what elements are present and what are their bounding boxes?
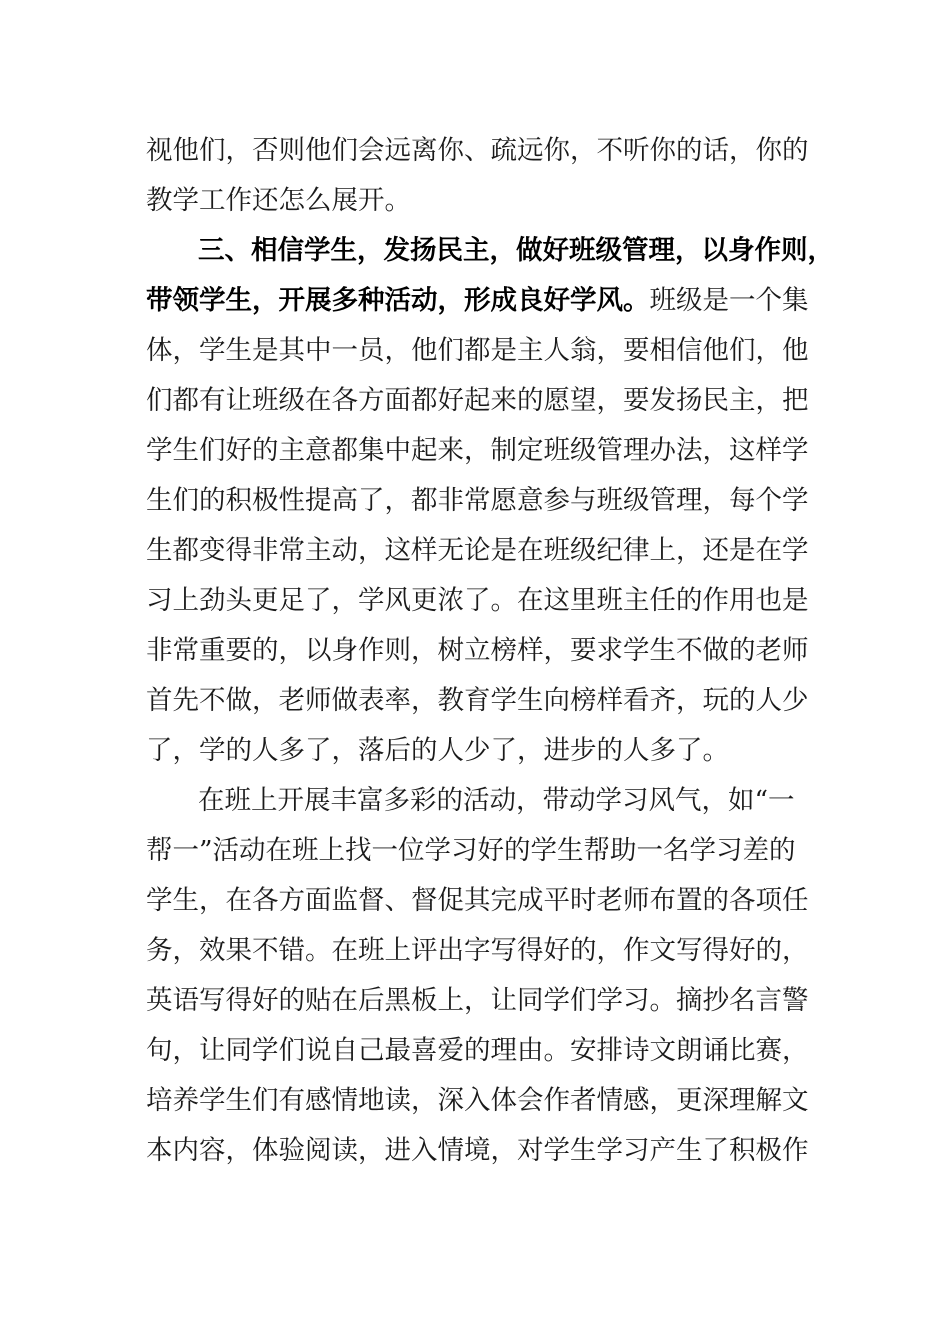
text-line — [146, 576, 826, 626]
text-run: 学生，在各方面监督、督促其完成平时老师布置的各项任 — [146, 885, 809, 916]
text-run: 务，效果不错。在班上评出字写得好的，作文写得好的， — [146, 935, 809, 966]
text-run: 非常重要的，以身作则，树立榜样，要求学生不做的老师 — [146, 635, 809, 666]
text-run: 英语写得好的贴在后黑板上，让同学们学习。摘抄名言警 — [146, 985, 809, 1016]
text-run: 在班上开展丰富多彩的活动，带动学习风气，如“一 — [198, 785, 795, 816]
paragraph-start-line — [198, 776, 878, 826]
text-run: 帮一”活动在班上找一位学习好的学生帮助一名学习差的 — [146, 835, 796, 866]
text-line — [146, 276, 826, 326]
text-run: 了，学的人多了，落后的人少了，进步的人多了。 — [146, 735, 729, 766]
text-line — [146, 126, 826, 176]
text-line — [146, 1076, 826, 1126]
text-run: 培养学生们有感情地读，深入体会作者情感，更深理解文 — [146, 1085, 809, 1116]
text-run: 句，让同学们说自己最喜爱的理由。安排诗文朗诵比赛， — [146, 1035, 809, 1066]
text-run: 生都变得非常主动，这样无论是在班级纪律上，还是在学 — [146, 535, 809, 566]
text-line — [146, 876, 826, 926]
text-line — [146, 176, 826, 226]
text-run: 视他们，否则他们会远离你、疏远你，不听你的话，你的 — [146, 135, 809, 166]
section-heading-text: 三、相信学生，发扬民主，做好班级管理，以身作则， — [198, 235, 834, 266]
text-run: 们都有让班级在各方面都好起来的愿望，要发扬民主，把 — [146, 385, 809, 416]
text-line — [146, 676, 826, 726]
text-run: 体，学生是其中一员，他们都是主人翁，要相信他们，他 — [146, 335, 809, 366]
text-line — [146, 926, 826, 976]
text-line — [146, 1026, 826, 1076]
text-run: 学生们好的主意都集中起来，制定班级管理办法，这样学 — [146, 435, 809, 466]
text-line — [146, 626, 826, 676]
text-line — [146, 526, 826, 576]
text-line — [146, 826, 826, 876]
text-run: 习上劲头更足了，学风更浓了。在这里班主任的作用也是 — [146, 585, 809, 616]
text-line — [146, 326, 826, 376]
text-line — [146, 1126, 826, 1176]
text-run: 教学工作还怎么展开。 — [146, 185, 411, 216]
text-run: 本内容，体验阅读，进入情境，对学生学习产生了积极作 — [146, 1135, 809, 1166]
text-run: 班级是一个集 — [649, 285, 809, 316]
text-line — [146, 976, 826, 1026]
text-line — [146, 376, 826, 426]
text-line — [146, 476, 826, 526]
text-run: 首先不做，老师做表率，教育学生向榜样看齐，玩的人少 — [146, 685, 809, 716]
section-heading-text: 带领学生，开展多种活动，形成良好学风。 — [146, 285, 650, 316]
text-line — [146, 726, 826, 776]
text-run: 生们的积极性提高了，都非常愿意参与班级管理，每个学 — [146, 485, 809, 516]
section-heading-line — [198, 226, 878, 276]
text-line — [146, 426, 826, 476]
